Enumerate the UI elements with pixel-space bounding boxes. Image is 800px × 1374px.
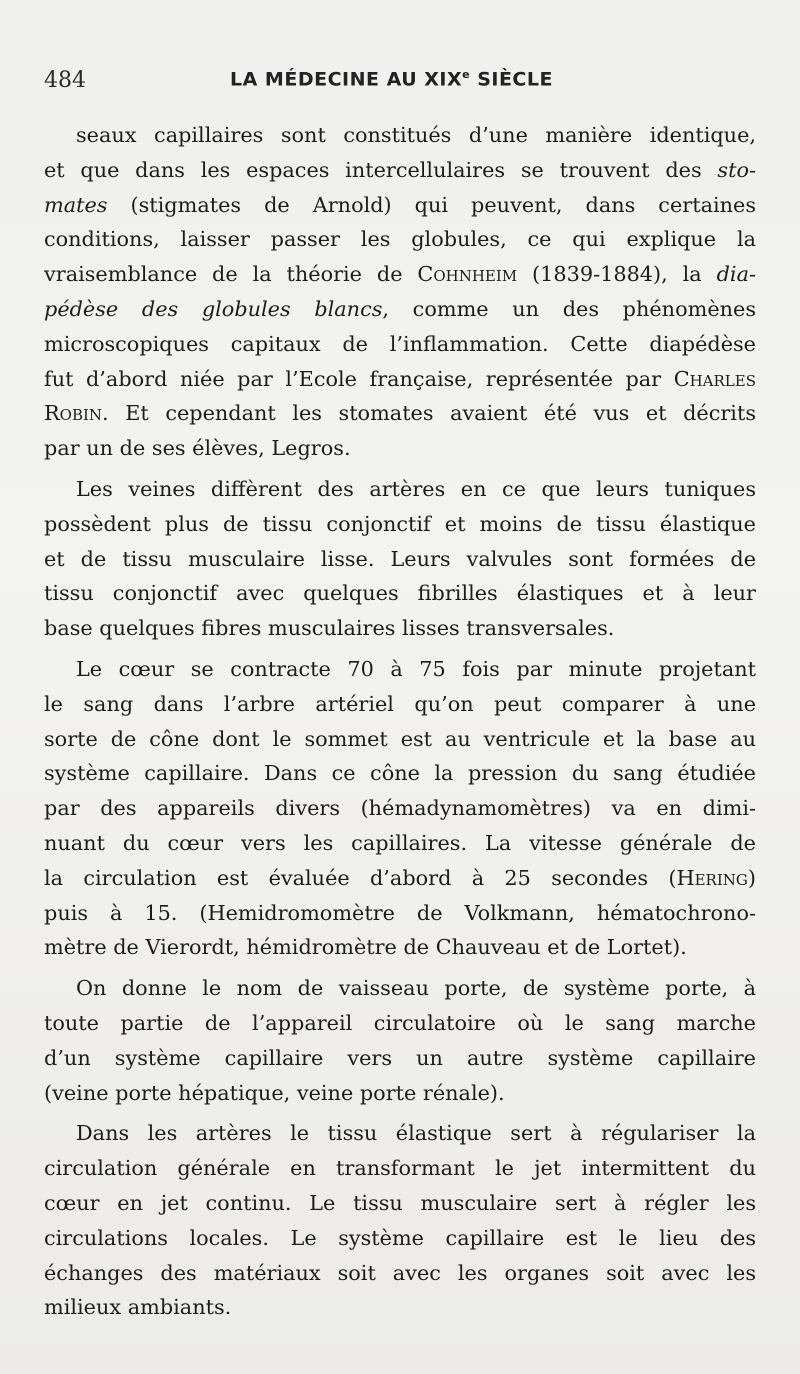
text-run: Le cœur se contracte 70 à 75 fois par minute projetant [76, 656, 756, 681]
italic-text: sto- [717, 157, 756, 182]
text-run: toute partie de l’appareil circulatoire où le sang marche [44, 1010, 756, 1035]
text-line [44, 327, 756, 362]
text-run: seaux capillaires sont constitués d’une manière identique, [76, 123, 756, 147]
text-run: nuant du cœur vers les capillaires. La vitesse générale de [44, 830, 756, 855]
text-line [44, 396, 756, 431]
text-line [44, 362, 756, 397]
text-run: circulations locales. Le système capillaire est le lieu des [44, 1225, 756, 1250]
text-line [44, 1151, 756, 1186]
text-line [44, 292, 756, 327]
text-run: possèdent plus de tissu conjonctif et moins de tissu élastique [44, 511, 756, 536]
running-title-superscript: e [462, 68, 471, 81]
text-line [44, 1186, 756, 1221]
text-run: base quelques fibres musculaires lisses transversales. [44, 616, 615, 641]
text-line [44, 222, 756, 257]
paragraph [44, 118, 756, 466]
text-line [44, 687, 756, 722]
text-line [44, 431, 756, 466]
italic-text: dia- [716, 262, 756, 287]
text-line [44, 652, 756, 687]
text-line [44, 257, 756, 292]
text-run: vraisemblance de la théorie de [44, 262, 418, 287]
small-caps-name: Robin [44, 401, 103, 426]
running-title-end: SIÈCLE [470, 68, 553, 91]
text-run: cœur en jet continu. Le tissu musculaire sert à régler les [44, 1190, 756, 1215]
text-run: (1839-1884), la [517, 262, 717, 287]
paragraph [44, 652, 756, 965]
text-run: par des appareils divers (hémadynamomètres) va en dimi- [44, 796, 756, 821]
text-line [44, 1006, 756, 1041]
running-title [230, 68, 553, 90]
paragraph [44, 1116, 756, 1325]
text-run: sorte de cône dont le sommet est au ventricule et la base au [44, 726, 756, 751]
text-run: le sang dans l’arbre artériel qu’on peut comparer à une [44, 691, 756, 716]
text-run: . Et cependant les stomates avaient été vus et décrits [102, 401, 756, 426]
text-line [44, 611, 756, 646]
text-run: On donne le nom de vaisseau porte, de système porte, à [76, 976, 756, 1001]
text-run: microscopiques capitaux de l’inflammation. Cette diapédèse [44, 331, 756, 356]
text-run: par un de ses élèves, Legros. [44, 436, 351, 461]
text-line [44, 861, 756, 896]
text-line [44, 153, 756, 188]
small-caps-name: Charles [673, 366, 756, 391]
body-text [44, 118, 756, 1325]
text-line [44, 1116, 756, 1151]
text-line [44, 826, 756, 861]
text-run: (stigmates de Arnold) qui peuvent, dans certaines [107, 192, 756, 217]
text-run: (veine porte hépatique, veine porte rénale). [44, 1080, 505, 1105]
text-line [44, 930, 756, 965]
paragraph [44, 472, 756, 646]
text-line [44, 722, 756, 757]
text-line [44, 1041, 756, 1076]
text-line [44, 756, 756, 791]
text-run: , comme un des phénomènes [382, 296, 756, 321]
paragraph [44, 971, 756, 1110]
text-run: fut d’abord niée par l’Ecole française, représentée par [44, 366, 674, 391]
text-run: Dans les artères le tissu élastique sert à régulariser la [76, 1121, 756, 1146]
page-number: 484 [44, 68, 86, 93]
text-run: la circulation est évaluée d’abord à 25 secondes ( [44, 865, 677, 890]
text-run: et de tissu musculaire lisse. Leurs valvules sont formées de [44, 546, 756, 571]
text-run: ) [747, 865, 756, 890]
text-line [44, 1256, 756, 1291]
text-run: mètre de Vierordt, hémidromètre de Chauveau et de Lortet). [44, 935, 687, 960]
text-line [44, 1221, 756, 1256]
text-run: Les veines diffèrent des artères en ce que leurs tuniques [76, 476, 756, 501]
text-run: conditions, laisser passer les globules, ce qui explique la [44, 227, 756, 252]
text-run: système capillaire. Dans ce cône la pression du sang étudiée [44, 761, 756, 786]
text-run: d’un système capillaire vers un autre système capillaire [44, 1045, 756, 1070]
text-line [44, 576, 756, 611]
running-header [44, 62, 750, 102]
small-caps-name: Hering [676, 865, 748, 890]
text-line [44, 1076, 756, 1111]
text-line [44, 896, 756, 931]
text-run: échanges des matériaux soit avec les organes soit avec les [44, 1260, 756, 1285]
running-title-main: LA MÉDECINE AU XIX [230, 68, 463, 91]
text-line [44, 118, 756, 153]
text-line [44, 472, 756, 507]
italic-text: pédèse des globules blancs [44, 296, 383, 321]
text-line [44, 1290, 756, 1325]
text-run: tissu conjonctif avec quelques fibrilles élastiques et à leur [44, 581, 756, 606]
text-run: milieux ambiants. [44, 1295, 232, 1320]
text-line [44, 188, 756, 223]
text-run: puis à 15. (Hemidromomètre de Volkmann, hématochrono- [44, 900, 756, 925]
text-line [44, 507, 756, 542]
text-line [44, 971, 756, 1006]
text-line [44, 542, 756, 577]
text-run: et que dans les espaces intercellulaires se trouvent des [44, 157, 718, 182]
small-caps-name: Cohnheim [417, 262, 518, 287]
text-run: circulation générale en transformant le jet intermittent du [44, 1156, 756, 1181]
text-line [44, 791, 756, 826]
italic-text: mates [44, 192, 108, 217]
